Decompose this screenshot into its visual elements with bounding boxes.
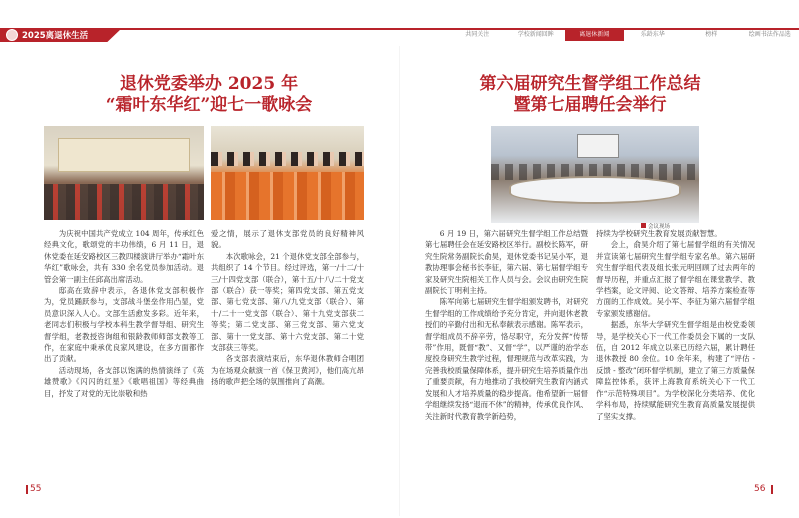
left-title-line2: “霜叶东华红”迎七一歌咏会 (105, 95, 313, 115)
singer-heads (211, 152, 364, 166)
stage-banner (58, 138, 190, 172)
paragraph: 持续为学校研究生教育发展贡献智慧。 (596, 229, 722, 238)
paragraph: 各支部表演结束后，东华退休教师合唱团为在场观众献演一首《保卫黄河》，他们高亢昂扬的歌声把全场的氛围推向了高潮。 (211, 354, 364, 387)
nav-item-art-works[interactable]: 绘画书法作品选 (748, 31, 791, 38)
right-article-column-1 (425, 228, 588, 422)
page-header (0, 0, 799, 44)
page-number-right: 56 (754, 484, 766, 494)
right-title-line2: 暨第七届聘任会举行 (513, 95, 667, 115)
page-gutter (399, 46, 400, 516)
paragraph: 会上，俞昊介绍了第七届督学组的有关情况并宣读第七届研究生督学组专家名单。第六届研究生督学组代表及组长张元明回顾了过去两年的督导历程，并重点汇报了督学组在课堂教学、教学档案，论文评阅、论文答辩、培养方案检查等方面的工作成效。吴小军、李征为第六届督学组专家颁发感谢信。 (596, 240, 755, 318)
paragraph: 本次歌咏会，21 个退休党支部全部参与，共组织了 14 个节目。经过评选，第一/十二/十三/十四党支部（联合），第十五/十八/二十党支部（联合）获一等奖；第四党支部、第五党支部、第七党支部、第八/九党支部（联合）、第十/二十一党支部（联合）、第十九党支部获二等奖；第二党支部、第三党支部、第六党支部、第十一党支部、第十六党支部、第二十党支部获三等奖。 (211, 251, 364, 353)
page-number-left: 55 (30, 484, 42, 494)
right-article-title (425, 74, 755, 116)
nav-item-leling-donghua[interactable]: 乐龄东华 (640, 31, 665, 38)
singers-photo (211, 126, 364, 220)
singer-group (211, 172, 364, 220)
left-article-title (44, 74, 374, 116)
conference-table (509, 176, 681, 204)
photo-caption: 会议现场 (648, 224, 671, 230)
nav-item-role-models[interactable]: 榜样 (705, 31, 718, 38)
nav-item-school-news[interactable]: 学校新闻回眸 (517, 31, 554, 38)
projection-screen (577, 134, 619, 158)
left-article-column-1 (44, 228, 204, 399)
right-title-line1: 第六届研究生督学组工作总结 (479, 74, 701, 94)
audience (44, 184, 204, 220)
left-article-column-2 (211, 228, 364, 388)
section-badge-label: 2025离退休生活 (22, 31, 89, 41)
paragraph: 据悉，东华大学研究生督学组是由校党委领导，是学校关心下一代工作委员会下属的一支队伍，自 2012 年成立以来已历经六届，累计聘任退休教授 80 余位。10 余年来，构建了“评估 - 反馈 - 整改”闭环督学机制，建立了第三方质量保障监控体系，获评上海教育系统关心下一代工作“示范特殊项目”。为学校深化分类培养、优化学科布局，持续赋能研究生教育高质量发展提供了坚实支撑。 (596, 320, 755, 421)
page-number-marker-right (771, 485, 773, 494)
paragraph: 活动现场，各支部以饱满的热情演绎了《英雄赞歌》《闪闪的红星》《歌唱祖国》等经典曲目，抒发了对党的无比崇敬和热 (44, 365, 204, 398)
nav-item-common-concern[interactable]: 共同关注 (465, 31, 490, 38)
paragraph: 为庆祝中国共产党成立 104 周年，传承红色经典文化，歌颂党的丰功伟绩，6 月 11 日，退休党委在延安路校区三教四楼演讲厅举办“霜叶东华红”歌咏会，共有 330 余名党员参加活动。退管会第一副主任邱高出席活动。 (44, 229, 204, 284)
paragraph: 6 月 19 日，第六届研究生督学组工作总结暨第七届聘任会在延安路校区举行。副校长陈军，研究生院常务副院长俞昊，退休党委书记吴小军，退教协理事会秘书长李征，第六届、第七届督学组专家及研究生院相关工作人员与会。会议由研究生院副院长丁明利主持。 (425, 229, 588, 296)
page-number-marker-left (26, 485, 28, 494)
choir-stage-photo (44, 126, 204, 220)
meeting-photo (491, 126, 699, 223)
paragraph: 邸高在致辞中表示，各退休党支部积极作为，党员踊跃参与，支部战斗堡垒作用凸显，党员意识深入人心。文部生活愈发多彩。近年来，老同志们积极与学校本科生教学督导组、研究生督学组，老教授咨询组和银龄教师师部支教等工作，在家庭中秉承优良家风建设，在多方面都作出了贡献。 (44, 286, 204, 364)
university-logo-icon (6, 29, 18, 41)
section-nav (448, 29, 799, 41)
paragraph: 陈军向第七届研究生督学组颁发聘书，对研究生督学组的工作成绩给予充分肯定，并向退休老教授们的辛勤付出和无私奉献表示感谢。陈军表示，督学组成员不辞辛劳，恪尽职守，充分发挥“传帮带”作用，既督“教”、又督“学”，以严谨的治学态度投身研究生教学过程，督理规范与改革实践，为完善我校质量保障体系，提升研究生培养质量作出了重要贡献，有力地推动了我校研究生教育内涵式发展和人才培养质量的稳步提高。他希望新一届督学组继续发扬“退而不休”的精神，传承优良作风、关注新时代教育教学新趋势， (425, 297, 588, 421)
left-title-line1: 退休党委举办 2025 年 (119, 74, 299, 94)
paragraph: 爱之情，展示了退休支部党员的良好精神风貌。 (211, 229, 364, 250)
nav-item-retiree-news[interactable]: 离退休新闻 (565, 29, 624, 41)
right-article-column-2 (596, 228, 755, 422)
